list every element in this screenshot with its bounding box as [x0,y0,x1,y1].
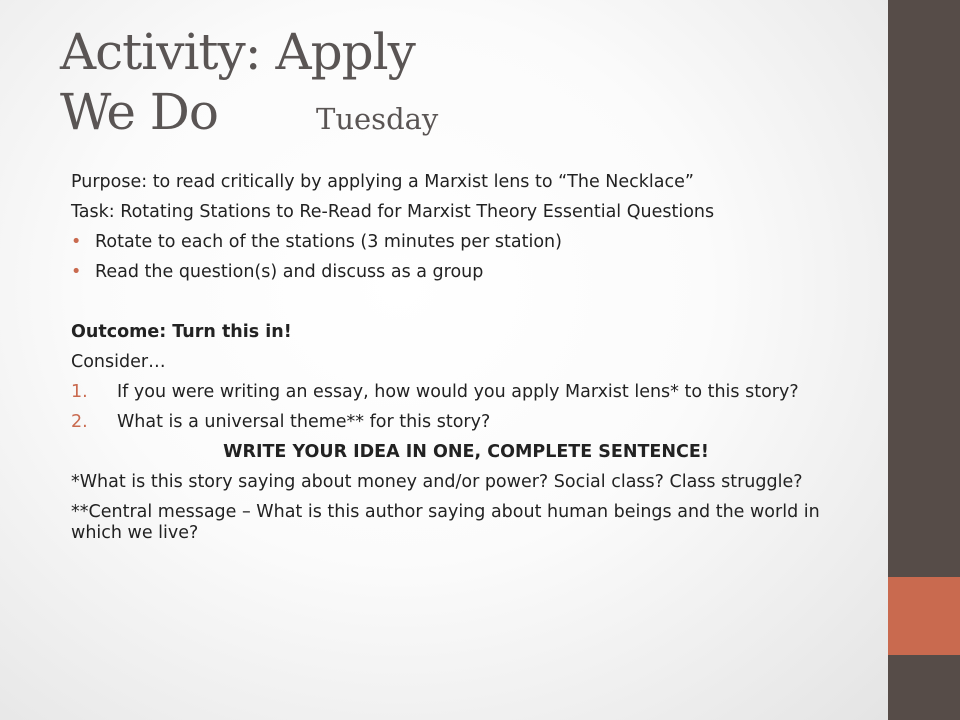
bullet-icon: • [71,262,82,282]
blank-line [71,292,861,313]
question-list [71,382,861,433]
task-text: Task: Rotating Stations to Re-Read for Marxist Theory Essential Questions [71,202,715,222]
footnote-1: *What is this story saying about money and/or power? Social class? Class struggle? [71,472,803,492]
question-number: 2. [71,412,88,432]
bullet-text: Rotate to each of the stations (3 minutes per station) [95,232,562,252]
title-line-2 [60,82,438,149]
footnote-2: **Central message – What is this author saying about human beings and the world in which we live? [71,502,820,543]
station-bullet-list [71,232,861,283]
purpose-text: Purpose: to read critically by applying a Marxist lens to “The Necklace” [71,172,694,192]
question-text: What is a universal theme** for this story? [117,412,491,432]
question-text: If you were writing an essay, how would you apply Marxist lens* to this story? [117,382,799,402]
bullet-item [71,232,861,253]
consider-text: Consider… [71,352,166,372]
question-number: 1. [71,382,88,402]
slide-title [60,22,438,149]
bullet-item [71,262,861,283]
slide-body [71,172,861,553]
question-item [71,382,861,403]
title-day: Tuesday [316,102,439,136]
sidebar-accent-block [888,577,960,655]
title-line-1: Activity: Apply [60,23,415,81]
outcome-heading: Outcome: Turn this in! [71,322,292,342]
question-item [71,412,861,433]
title-we-do: We Do [60,83,218,141]
bullet-text: Read the question(s) and discuss as a group [95,262,484,282]
bullet-icon: • [71,232,82,252]
emphasis-instruction: WRITE YOUR IDEA IN ONE, COMPLETE SENTENCE! [223,442,709,462]
